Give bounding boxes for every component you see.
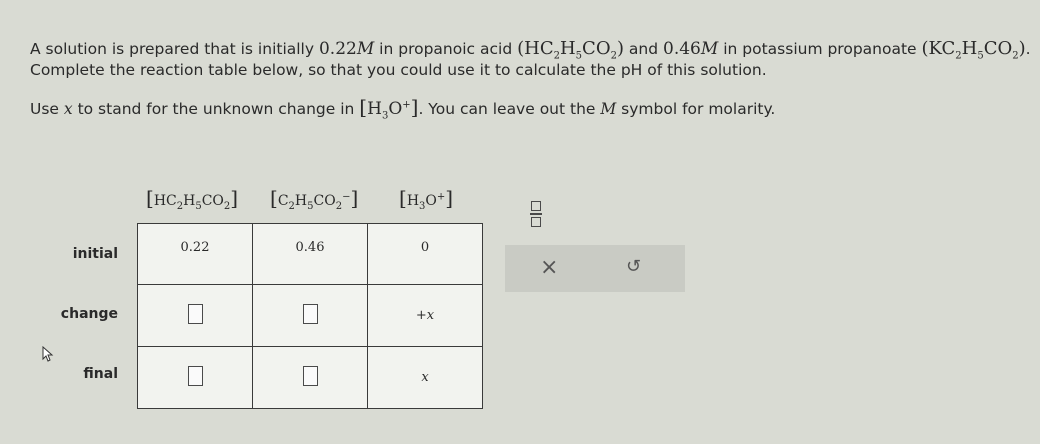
row-label-initial: initial — [72, 246, 118, 262]
salt-formula: $(KC_2H_5CO_2)$ — [921, 38, 1026, 62]
initial-acid: 0.22 — [138, 224, 253, 285]
header-hydronium: $[H_3O^+]$ — [399, 186, 454, 212]
change-base-input[interactable] — [303, 304, 318, 324]
undo-button[interactable]: ↺ — [626, 256, 642, 277]
clear-button[interactable]: × — [540, 255, 559, 280]
tool-panel — [505, 245, 685, 292]
acid-conc: 0.22M — [318, 39, 375, 59]
initial-base: 0.46 — [253, 224, 368, 285]
final-acid-input[interactable] — [188, 366, 203, 386]
final-acid-cell — [138, 347, 253, 409]
row-final — [138, 347, 483, 409]
final-base-cell — [253, 347, 368, 409]
initial-hydronium: 0 — [368, 224, 483, 285]
reaction-table — [137, 223, 483, 409]
final-hydronium: x — [368, 347, 483, 409]
problem-line-3: Use x to stand for the unknown change in $[H_3O^+]$. You can leave out the M symbol for molarity. — [30, 95, 776, 122]
change-hydronium: +x — [368, 285, 483, 347]
header-acid: $[HC_2H_5CO_2]$ — [146, 186, 239, 212]
change-acid-input[interactable] — [188, 304, 203, 324]
salt-conc: 0.46M — [663, 39, 719, 59]
final-base-input[interactable] — [303, 366, 318, 386]
row-label-final: final — [83, 366, 118, 382]
problem-line-1: A solution is prepared that is initially 0.22M in propanoic acid $(HC_2H_5CO_2)$ and 0.46M in potassium propanoate $(KC_2H_5CO_2)$. — [30, 38, 1031, 62]
problem-line-2: Complete the reaction table below, so that you could use it to calculate the pH of this solution. — [30, 61, 767, 79]
row-change — [138, 285, 483, 347]
change-base-cell — [253, 285, 368, 347]
cursor-icon — [42, 346, 54, 366]
text: A solution is prepared that is initially — [30, 40, 319, 58]
fraction-icon[interactable] — [530, 201, 542, 227]
change-acid-cell — [138, 285, 253, 347]
row-label-change: change — [60, 306, 118, 322]
row-initial — [138, 224, 483, 285]
header-conjugate-base: $[C_2H_5CO_2^-]$ — [270, 186, 359, 212]
acid-formula: $(HC_2H_5CO_2)$ — [517, 38, 624, 62]
